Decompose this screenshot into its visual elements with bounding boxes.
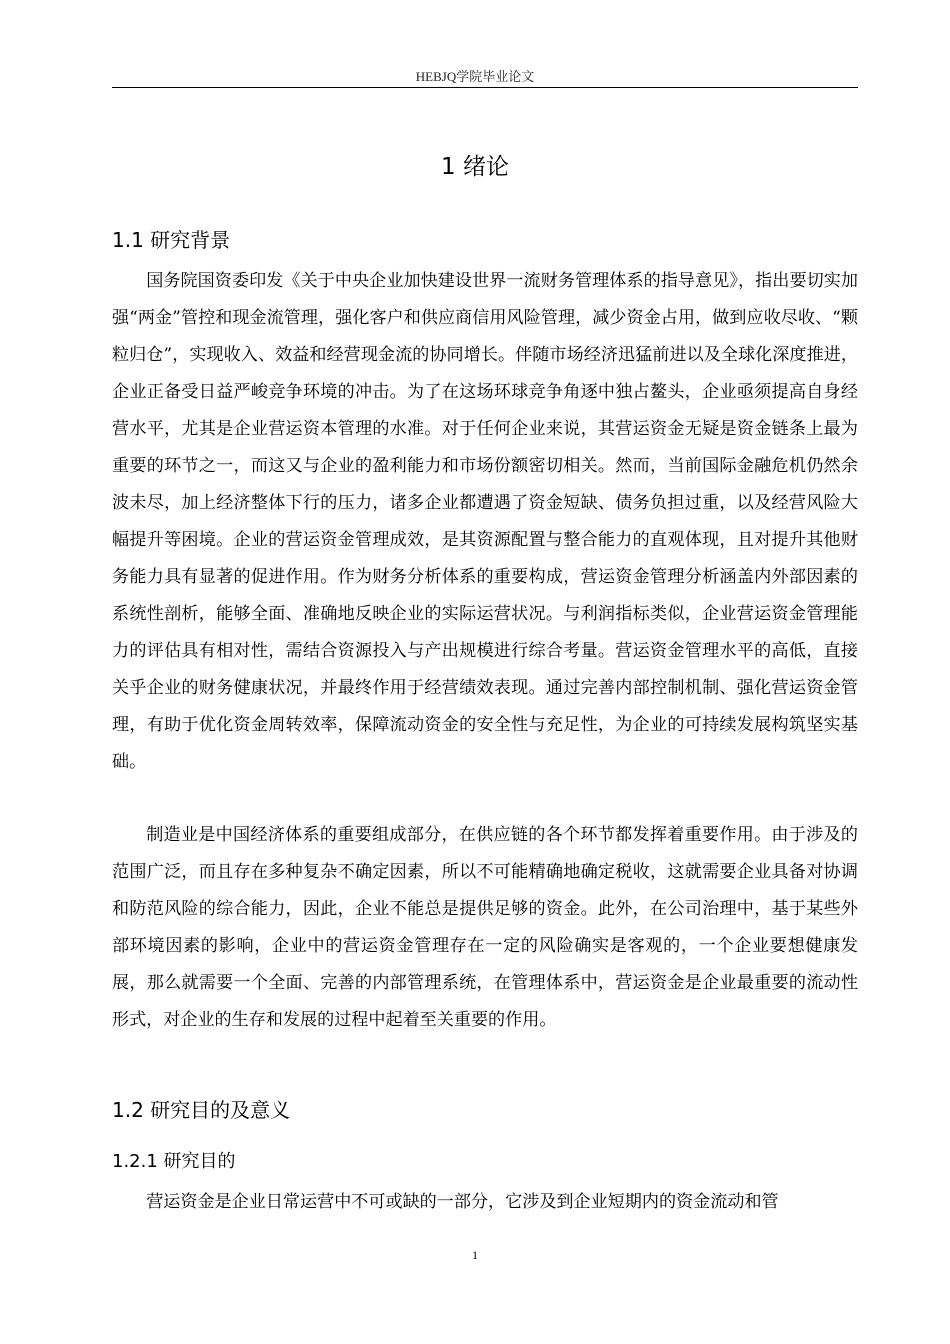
page-number: 1 — [472, 1248, 478, 1262]
subsection-title-purpose: 1.2.1 研究目的 — [112, 1151, 236, 1172]
paragraph-background-2: 制造业是中国经济体系的重要组成部分，在供应链的各个环节都发挥着重要作用。由于涉及的范围广泛，而且存在多种复杂不确定因素，所以不可能精确地确定税收，这就需要企业具备对协调和防范风险的综合能力，因此，企业不能总是提供足够的资金。此外，在公司治理中，基于某些外部环境因素的影响，企业中的营运资金管理存在一定的风险确实是客观的，一个企业要想健康发展，那么就需要一个全面、完善的内部管理系统，在管理体系中，营运资金是企业最重要的流动性形式，对企业的生存和发展的过程中起着至关重要的作用。 — [112, 825, 858, 1030]
header-divider — [112, 87, 858, 88]
chapter-title: 1 绪论 — [441, 154, 509, 180]
section-title-purpose: 1.2 研究目的及意义 — [112, 1098, 291, 1122]
running-header: HEBJQ学院毕业论文 — [415, 69, 535, 84]
paragraph-background-1: 国务院国资委印发《关于中央企业加快建设世界一流财务管理体系的指导意见》，指出要切实加强“两金”管控和现金流管理，强化客户和供应商信用风险管理，减少资金占用，做到应收尽收、“颗粒归仓”，实现收入、效益和经营现金流的协同增长。伴随市场经济迅猛前进以及全球化深度推进，企业正备受日益严峻竞争环境的冲击。为了在这场环球竞争角逐中独占鳌头，企业亟须提高自身经营水平，尤其是企业营运资本管理的水准。对于任何企业来说，其营运资金无疑是资金链条上最为重要的环节之一，而这又与企业的盈利能力和市场份额密切相关。然而，当前国际金融危机仍然余波未尽，加上经济整体下行的压力，诸多企业都遭遇了资金短缺、债务负担过重，以及经营风险大幅提升等困境。企业的营运资金管理成效，是其资源配置与整合能力的直观体现，且对提升其他财务能力具有显著的促进作用。作为财务分析体系的重要构成，营运资金管理分析涵盖内外部因素的系统性剖析，能够全面、准确地反映企业的实际运营状况。与利润指标类似，企业营运资金管理能力的评估具有相对性，需结合资源投入与产出规模进行综合考量。营运资金管理水平的高低，直接关乎企业的财务健康状况，并最终作用于经营绩效表现。通过完善内部控制机制、强化营运资金管理，有助于优化资金周转效率，保障流动资金的安全性与充足性，为企业的可持续发展构筑坚实基础。 — [112, 271, 858, 772]
section-title-background: 1.1 研究背景 — [112, 228, 231, 252]
paragraph-purpose: 营运资金是企业日常运营中不可或缺的一部分，它涉及到企业短期内的资金流动和管 — [146, 1192, 779, 1212]
